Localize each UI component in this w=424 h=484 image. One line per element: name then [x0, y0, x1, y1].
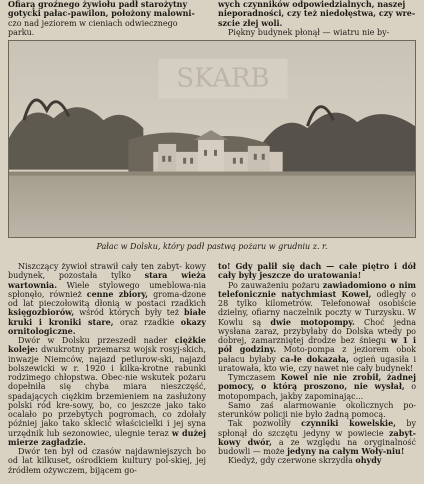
left-text-column	[8, 262, 206, 484]
top-left-column	[8, 0, 206, 38]
paragraph: Tymczasem Kowel nie nie zrobił, żadnej pomocy, o którą proszono, nie wysłał, o motopompach, jakby zapominając...	[218, 372, 416, 401]
paragraph: Tak pozwoliły czynniki kowelskie, by spłonął do szczętu jedyny w powiecie zabyt-kowy dwór, a ze względu na oryginalność budowli — może jedyny na całym Woły-niu!	[218, 418, 416, 456]
paragraph: to! Gdy palił się dach — całe piętro i dół cały były jeszcze do uratowania!	[218, 262, 416, 281]
paragraph: Niszczący żywioł strawił cały ten zabyt- kowy budynek, pozostała tylko stara wieża wartownia. Wiele stylowego umeblowa-nia spłonęło, również cenne zbiory, groma-dzone od lat pieczołowitą dłonią w postaci rzadkich księgozbiorów, wśród których były też białe kruki i kroniki stare, oraz rzadkie okazy ornitologiczne.	[8, 262, 206, 336]
top-right-line: szcie złej woli.	[218, 17, 283, 28]
paragraph: Po zauważeniu pożaru zawiadomiono o nim telefonicznie natychmiast Kowel, odległy o 28 tylko kilometrów. Telefonował osobiście dzielny, ofiarny naczelnik poczty w Turzysku. W Kowlu są dwie motopompy. Choć jedna wysłana zaraz, przybyłaby do Dolska wtedy po dobrej, zamarzniętej drodze bez śniegu w 1 i pół godziny. Moto-pompa z jeziorem obok pałacu byłaby ca-łe dokazała, ogień ugasiła i uratowała, kto wie, czy nawet nie cały budynek!	[218, 279, 416, 373]
top-right-line: nieporadności, czy też niedołęstwa, czy wre-	[218, 8, 416, 19]
paragraph: Kiedyż, gdy czerwone skrzydła ohydy	[228, 455, 382, 466]
paragraph: Dwór w Dolsku przeszedł nader ciężkie koleje: dwukrotny przemarsz wojsk rosyj-skich, inwazje Niemców, najazd petlurow-ski, najazd bolszewicki w r. 1920 i kilka-krotne rabunki rodzimego chłopstwa. Obec-nie wskutek pożaru dopełniła się chyba miara nieszczęść, spadających ciężkim brzemieniem na zasłużony polski ród kre-sowy, bo, co jeszcze jako tako ocalało po przebytych pogromach, co zdołały później jako tako sklecić właścicielki i jej syna urzędnik lub sezonowiec, ulegnie teraz w dużej mierze zagładzie.	[8, 335, 206, 447]
photo-watermark: SKARB	[176, 63, 270, 94]
right-text-column	[218, 262, 416, 484]
paragraph: Samo zaś alarmowanie okolicznych po-sterunków policji nie było żadną pomocą.	[218, 400, 416, 419]
top-left-line: czo nad jeziorem w cieniach odwiecznego	[8, 18, 178, 28]
top-text-fragment	[0, 0, 424, 38]
photo-caption: Pałac w Dolsku, który padł pastwą pożaru w grudniu z. r.	[96, 242, 328, 251]
top-right-line: wych czynników odpowiedzialnych, naszej	[218, 0, 406, 9]
paragraph: Dwór ten był od czasów najdawniejszych bo od lat kilkuset, ośrodkiem kultury pol-skiej, jej źródłem ożywczem, bijącem go-	[8, 447, 206, 475]
palace-photograph	[8, 40, 416, 238]
top-right-column	[218, 0, 416, 38]
top-left-line: parku.	[8, 27, 35, 37]
photo-illustration	[9, 41, 415, 237]
top-left-line: gotycki pałac-pawilon, położony malowni-	[8, 8, 195, 19]
top-right-line: Piękny budynek płonął — wiatru nie by-	[228, 27, 390, 37]
top-left-line: Ofiarą groźnego żywiołu padł starożytny	[8, 0, 188, 9]
